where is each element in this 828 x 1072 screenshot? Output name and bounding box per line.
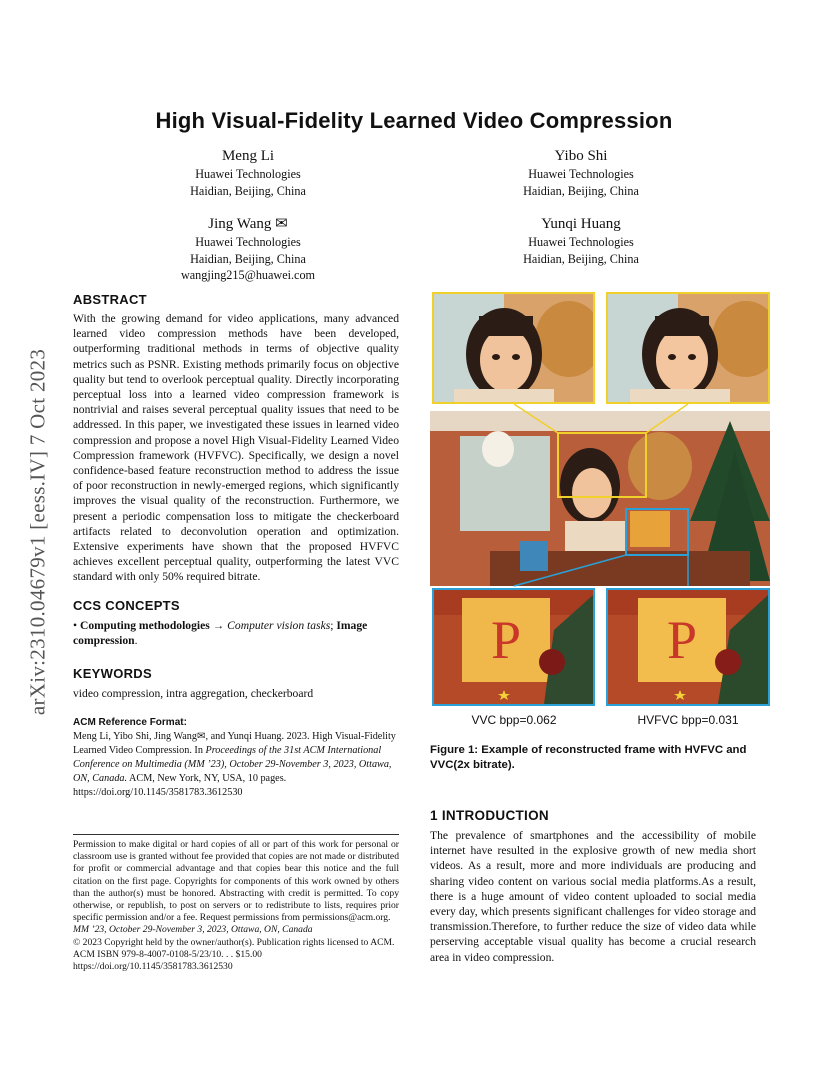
author-affiliation: Huawei Technologies xyxy=(195,235,301,249)
figure-label-hvfvc: HVFVC bpp=0.031 xyxy=(637,713,739,727)
arxiv-identifier: arXiv:2310.04679v1 [eess.IV] 7 Oct 2023 xyxy=(25,348,50,716)
paper-title: High Visual-Fidelity Learned Video Compression xyxy=(155,108,673,133)
permission-text: Permission to make digital or hard copies of all or part of this work for personal or classroom use is granted without fee provided that copies are not made or distributed for profit or commercial advantage and that copies bear this notice and the full citation on the first page. Copyrights for components of this work owned by others than the author(s) must be honored. Abstracting with credit is permitted. To copy otherwise, or republish, to post on servers or to redistribute to lists, requires prior specific permission and/or a fee. Request permissions from permissions@acm.org. xyxy=(73,839,399,924)
permission-doi[interactable]: https://doi.org/10.1145/3581783.3612530 xyxy=(73,961,233,973)
ccs-item-image: Image compression xyxy=(73,619,368,648)
figure-caption: Figure 1: Example of reconstructed frame with HVFVC and VVC(2x bitrate). xyxy=(430,744,747,771)
abstract-text: With the growing demand for video applications, many advanced learned video compression methods have been developed, outperforming traditional methods in terms of objective quality metrics such as PSNR. Existing methods primarily focus on objective quality but tend to overlook perceptual quality. Directly incorporating perceptual loss into a learned video compression framework is nontrivial and raises several perceptual quality issues that need to be addressed. In this paper, we investigated these issues in learned video compression and propose a novel High Visual-Fidelity Learned Video Compression framework (HVFVC). Specifically, we design a novel confidence-based feature reconstruction method to address the issue of poor reconstruction in newly-emerged regions, which significantly improves the visual quality of the reconstruction. Furthermore, we present a periodic compensation loss to mitigate the checkerboard artifacts related to deconvolution operation and optimization. Extensive experiments have shown that the proposed HVFVC achieves excellent perceptual quality, outperforming the latest VVC standard with only 50% required bitrate. xyxy=(73,312,399,584)
ccs-item-computing: Computing methodologies xyxy=(79,619,210,632)
ccs-end: . xyxy=(134,634,138,648)
author-block-2 xyxy=(451,146,711,199)
ccs-separator: ; xyxy=(330,619,334,632)
arxiv-sidebar xyxy=(18,292,58,772)
author-location: Haidian, Beijing, China xyxy=(523,251,639,266)
author-block-4 xyxy=(451,214,711,267)
abstract-heading: ABSTRACT xyxy=(73,292,147,307)
figure-1 xyxy=(430,292,770,710)
svg-text:P: P xyxy=(666,610,698,670)
author-affiliation: Huawei Technologies xyxy=(528,167,634,181)
author-affiliation: Huawei Technologies xyxy=(195,167,301,181)
permission-conf: MM ’23, October 29-November 3, 2023, Ottawa, ON, Canada xyxy=(73,924,313,936)
ccs-heading: CCS CONCEPTS xyxy=(73,598,180,613)
author-email[interactable]: wangjing215@huawei.com xyxy=(180,268,316,282)
author-block-3 xyxy=(118,214,378,284)
footnote-rule xyxy=(73,834,399,835)
permission-notice xyxy=(73,839,399,973)
figure-crop-hvfvc-box xyxy=(606,588,770,706)
box-crop-image xyxy=(608,590,768,704)
author-name: Jing Wang ✉ xyxy=(208,216,288,232)
box-crop-image xyxy=(434,590,593,704)
acm-ref-part2: ACM, New York, NY, USA, 10 pages. https://doi.org/10.1145/3581783.3612530 xyxy=(73,773,287,798)
ccs-bullet: • xyxy=(73,619,78,632)
author-name: Yibo Shi xyxy=(554,148,608,164)
author-location: Haidian, Beijing, China xyxy=(523,183,639,198)
keywords-text: video compression, intra aggregation, checkerboard xyxy=(73,687,314,700)
ccs-concepts xyxy=(73,618,399,648)
ccs-arrow: → xyxy=(212,619,225,632)
permission-isbn: ACM ISBN 979-8-4007-0108-5/23/10. . . $15.00 xyxy=(73,948,262,960)
author-location: Haidian, Beijing, China xyxy=(190,251,306,266)
author-block-1 xyxy=(118,146,378,199)
acm-ref-italic: Proceedings of the 31st ACM International Conference on Multimedia (MM ’23), October 29-November 3, 2023, Ottawa, ON, Canada. xyxy=(73,745,392,784)
author-name: Meng Li xyxy=(221,148,275,164)
permission-copyright: © 2023 Copyright held by the owner/author(s). Publication rights licensed to ACM. xyxy=(73,936,395,948)
author-affiliation: Huawei Technologies xyxy=(528,235,634,249)
intro-text: The prevalence of smartphones and the accessibility of mobile internet have resulted in the explosive growth of new media short videos. As a result, more and more individuals are producing and sharing video content on various social media platforms.As a result, there is a huge amount of video content uploaded to social media every day, which presents significant challenges for video storage and transmission.Therefore, to further reduce the size of video data while perserving acceptable visual quality has become a crucial research area in video compression. xyxy=(430,829,756,964)
author-name: Yunqi Huang xyxy=(541,216,621,232)
figure-crop-vvc-box xyxy=(432,588,595,706)
ccs-item-vision: Computer vision tasks xyxy=(227,619,331,632)
acm-ref-heading: ACM Reference Format: xyxy=(73,717,187,728)
intro-heading: 1 INTRODUCTION xyxy=(430,808,549,823)
author-location: Haidian, Beijing, China xyxy=(190,183,306,198)
acm-ref-part1: Meng Li, Yibo Shi, Jing Wang✉, and Yunqi Huang. 2023. High Visual-Fidelity Learned Video Compression. In xyxy=(73,731,396,756)
acm-reference xyxy=(73,730,399,800)
figure-label-vvc: VVC bpp=0.062 xyxy=(471,713,557,727)
svg-text:P: P xyxy=(490,610,522,670)
keywords-heading: KEYWORDS xyxy=(73,666,152,681)
